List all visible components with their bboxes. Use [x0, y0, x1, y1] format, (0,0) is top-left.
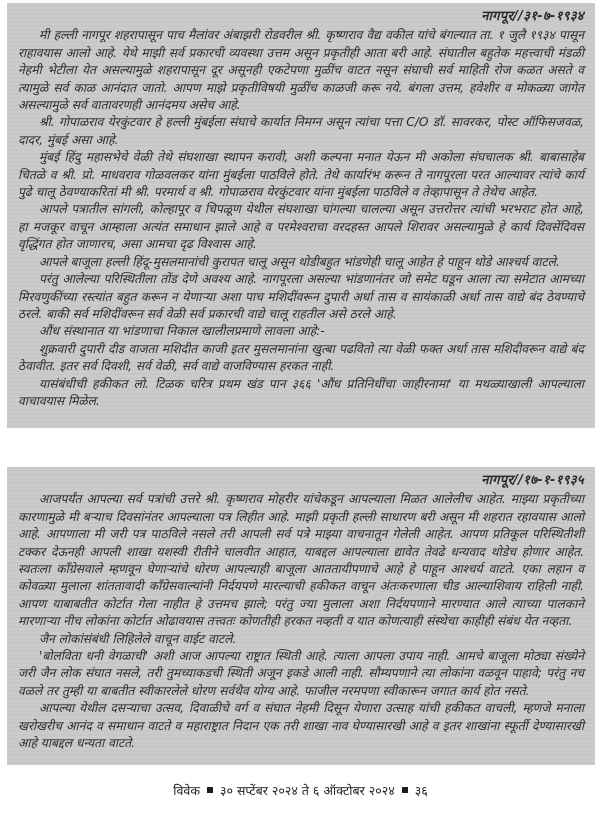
letter-1-paragraph: आपले पत्रातील सांगली, कोल्हापूर व चिपळूण येथील संघशाखा चांगल्या चालल्या असून उत्तरोत्तर त्यांची भरभराट होत आहे, हा मजकूर वाचून आम्हाला अत्यंत समाधान झाले आहे व परमेश्वराचा वरदहस्त आपले शिरावर असल्यामुळे हे कार्य दिवसेंदिवस वृद्धिंगत होत जाणारच, असा आमचा दृढ विश्वास आहे.: [18, 202, 584, 252]
letter-1-paragraph: मी हल्ली नागपूर शहरापासून पाच मैलांवर अंबाझरी रोडवरील श्री. कृष्णराव वैद्य वकील यांचे बंगल्यात ता. १ जुलै १९३४ पासून राहावयास आलो आहे. येथे माझी सर्व प्रकारची व्यवस्था उत्तम असून प्रकृतीही आता बरी आहे. संघातील बहुतेक महत्त्वाची मंडळी नेहमी भेटीला येत असल्यामुळे शहरापासून दूर असूनही एकटेपणा मुळींच वाटत नसून संघाची सर्व माहिती रोज कळत असते व त्यामुळे सर्व काळ आनंदात जातो. आपण माझे प्रकृतीविषयी मुळींच काळजी करू नये. बंगला उत्तम, हवेशीर व मोकळ्या जागेत असल्यामुळे सर्व वातावरणही आनंदमय असेच आहे.: [18, 28, 584, 113]
letter-2-dateline: नागपूर//१७-१-१९३५: [481, 473, 584, 488]
letter-2-paragraph: आपल्या येथील दसऱ्याचा उत्सव, दिवाळीचे वर्ग व संघात नेहमी दिसून येणारा उत्साह यांची हकीकत वाचली, म्हणजे मनाला खरोखरीच आनंद व समाधान वाटते व महाराष्ट्रात निदान एक तरी शाखा नाव घेण्यासारखी आहे व इतर शाखांना स्फूर्ती देण्यासारखी आहे याबद्दल धन्यता वाटते.: [18, 701, 584, 751]
letter-1-paragraph: परंतु आलेल्या परिस्थितीला तोंड देणे अवश्य आहे. नागपूरला असल्या भांडणानंतर जो समेट घडून आला त्या समेटात आमच्या मिरवणुकींच्या रस्त्यांत बहुत करून न येणाऱ्या अशा पाच मशिदींवरून दुपारी अर्धा तास व सायंकाळी अर्धा तास वाद्ये बंद ठेवण्याचे ठरले. बाकी सर्व मशिदींवरून सर्व वेळी सर्व प्रकारची वाद्ये चालू राहतील असे ठरले आहे.: [18, 272, 584, 321]
magazine-name: विवेक: [173, 783, 200, 798]
letter-1-paragraph: औंध संस्थानात या भांडणाचा निकाल खालीलप्रमाणे लावला आहे:-: [39, 324, 325, 339]
letter-2-paragraph: जैन लोकांसंबंधी लिहिलेले वाचून वाईट वाटले.: [39, 631, 237, 646]
square-bullet-icon: [207, 787, 213, 793]
letter-2-paragraph: आजपर्यंत आपल्या सर्व पत्रांची उत्तरे श्री. कृष्णराव मोहरीर यांचेकडून आपल्याला मिळत आलेलीच आहेत. माझ्या प्रकृतीच्या कारणामुळे मी बऱ्याच दिवसांनंतर आपल्याला पत्र लिहीत आहे. माझी प्रकृती हल्ली साधारण बरी असून मी शहरात रहावयास आलो आहे. आपणाला मी जरी पत्र पाठविले नसले तरी आपली सर्व पत्रे माझ्या वाचनातून गेलेली आहेत. आपण प्रतिकूल परिस्थितीशी टक्कर देऊनही आपली शाखा यशस्वी रीतीने चालवीत आहात, याबद्दल आपल्याला द्यावेत तेवढे धन्यवाद थोडेच होणार आहेत. स्वतःला काँग्रेसवाले म्हणवून घेणाऱ्यांचे धोरण आपल्याही बाजूला आततायीपणाचे आहे हे पाहून आश्चर्य वाटते. एका लहान व कोवळ्या मुलाला शांततावादी काँग्रेसवाल्यांनी निर्दयपणे मारल्याची हकीकत वाचून अंतःकरणाला चीड आल्याशिवाय राहिली नाही. आपण याबाबतीत कोर्टात गेला नाहीत हे उत्तमच झाले; परंतु ज्या मुलाला अशा निर्दयपणाने मारण्यात आले त्याच्या पालकाने मारणाऱ्या नीच लोकांना कोर्टात ओढावयास तत्त्वतः कोणतीही हरकत नव्हती व यात कोणत्याही संस्थेचा काहीही संबंध येत नव्हता.: [18, 492, 584, 629]
square-bullet-icon: [402, 787, 408, 793]
letter-1-paragraph: यासंबंधीची हकीकत लो. टिळक चरित्र प्रथम खंड पान ३६६ 'औंध प्रतिनिधींचा जाहीरनामा' या मथळ्याखाली आपल्याला वाचावयास मिळेल.: [18, 376, 584, 408]
issue-date-range: ३० सप्टेंबर २०२४ ते ६ ऑक्टोबर २०२४: [219, 783, 395, 798]
letter-1-dateline: नागपूर//३१-७-१९३४: [481, 9, 584, 24]
letter-1-paragraph: श्री. गोपाळराव येरकुंटवार हे हल्ली मुंबईला संघाचे कार्यात निमग्न असून त्यांचा पत्ता C/O डॉ. सावरकर, पोस्ट ऑफिसजवळ, दादर, मुंबई असा आहे.: [18, 115, 584, 147]
letter-1-paragraph: शुक्रवारी दुपारी दीड वाजता मशिदीत काजी इतर मुसलमानांना खुत्बा पढवितो त्या वेळी फक्त अर्धा तास मशिदीवरून वाद्ये बंद ठेवावीत. इतर सर्व दिवशी, सर्व वेळी, सर्व वाद्ये वाजविण्यास हरकत नाही.: [18, 341, 584, 374]
letter-scan-1: [7, 3, 595, 428]
page-number: ३६: [414, 783, 428, 798]
letter-scan-2: [7, 467, 595, 765]
letter-2-paragraph: 'बोलविता धनी वेगळाची' अशी आज आपल्या राष्ट्रात स्थिती आहे. त्याला आपला उपाय नाही. आमचे बाजूला मोठ्या संख्येने जरी जैन लोक संघात नसले, तरी तुमच्याकडची स्थिती अजून इकडे आली नाही. सौम्यपणाने त्या लोकांना वळवून पाहावे; परंतु नच वळले तर तुम्ही या बाबतीत स्वीकारलेले धोरण सर्वथैव योग्य आहे. फाजील नरमपणा स्वीकारून जगात कार्य होत नसते.: [18, 649, 584, 698]
page-footer: [0, 782, 601, 799]
letter-1-paragraph: आपले बाजूला हल्ली हिंदू-मुसलमानांची कुरापत चालू असून थोडीबहुत भांडणेही चालू आहेत हे पाहून थोडे आश्चर्य वाटले.: [39, 254, 560, 269]
letter-1-paragraph: मुंबई हिंदु महासभेचे वेळी तेथे संघशाखा स्थापन करावी, अशी कल्पना मनात येऊन मी अकोला संघचालक श्री. बाबासाहेब चितळे व श्री. प्रो. माधवराव गोळवलकर यांना मुंबईला पाठविले होते. तेथे कार्यारंभ करून ते नागपूरला परत आल्यावर त्यांचे कार्य पुढे चालू ठेवण्याकरितां मी श्री. परमार्थ व श्री. गोपाळराव येरकुंटवार यांना मुंबईला पाठविले व तेव्हापासून ते तेथेच आहेत.: [18, 150, 584, 200]
